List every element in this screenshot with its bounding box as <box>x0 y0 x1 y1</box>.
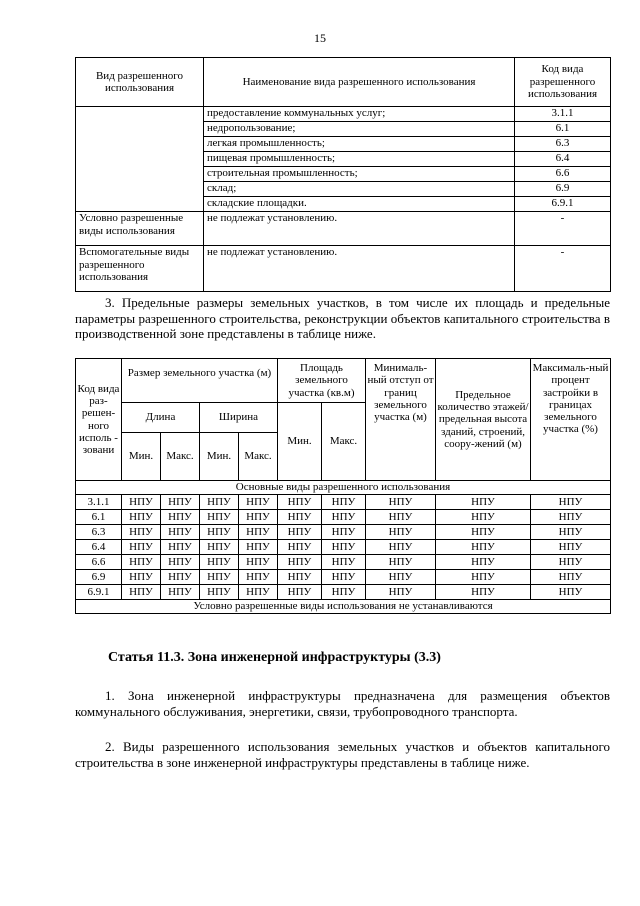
value-cell: НПУ <box>322 570 366 585</box>
header-use-code: Код вида разрешенного использования <box>515 58 611 107</box>
paragraph-limits: 3. Предельные размеры земельных участков, в том числе их площадь и предельные параметры разрешенного строительства, реконструкции объектов капитального строительства в производственной зоне представлены в таблице ниже. <box>75 295 610 341</box>
value-cell: НПУ <box>366 585 436 600</box>
value-cell: НПУ <box>278 555 322 570</box>
value-cell: НПУ <box>200 510 239 525</box>
value-cell: НПУ <box>531 555 611 570</box>
value-cell: НПУ <box>200 525 239 540</box>
value-cell: НПУ <box>200 540 239 555</box>
use-name-cell: склад; <box>204 182 515 197</box>
header-area-max: Макс. <box>322 403 366 481</box>
value-cell: НПУ <box>278 525 322 540</box>
value-cell: НПУ <box>122 555 161 570</box>
use-name-cell: пищевая промышленность; <box>204 152 515 167</box>
value-cell: НПУ <box>436 540 531 555</box>
use-code-cell: 6.9.1 <box>515 197 611 212</box>
table-row <box>76 246 611 292</box>
value-cell: НПУ <box>239 495 278 510</box>
permitted-use-table <box>75 57 611 292</box>
value-cell: НПУ <box>436 495 531 510</box>
value-cell: НПУ <box>161 585 200 600</box>
section-row <box>76 481 611 495</box>
value-cell: НПУ <box>161 510 200 525</box>
value-cell: НПУ <box>239 525 278 540</box>
header-code: Код вида раз-решен-ного исполь - зовани <box>76 359 122 481</box>
value-cell: НПУ <box>436 585 531 600</box>
header-use-name: Наименование вида разрешенного использования <box>204 58 515 107</box>
value-cell: НПУ <box>278 540 322 555</box>
conditional-section-label: Условно разрешенные виды использования не устанавливаются <box>76 600 611 614</box>
value-cell: НПУ <box>161 570 200 585</box>
header-length-min: Мин. <box>122 433 161 481</box>
table-row <box>76 525 611 540</box>
value-cell: НПУ <box>366 510 436 525</box>
value-cell: НПУ <box>278 585 322 600</box>
value-cell: НПУ <box>436 570 531 585</box>
value-cell: НПУ <box>239 555 278 570</box>
header-offset: Минималь-ный отступ от границ земельного участка (м) <box>366 359 436 481</box>
value-cell: НПУ <box>122 495 161 510</box>
paragraph-zone-uses: 2. Виды разрешенного использования земельных участков и объектов капитального строительства в зоне инженерной инфраструктуры представлены в таблице ниже. <box>75 739 610 770</box>
code-cell: 6.6 <box>76 555 122 570</box>
header-area-min: Мин. <box>278 403 322 481</box>
header-width: Ширина <box>200 403 278 433</box>
code-cell: 6.3 <box>76 525 122 540</box>
value-cell: НПУ <box>278 570 322 585</box>
value-cell: НПУ <box>161 540 200 555</box>
table-header-row <box>76 58 611 107</box>
use-name-cell: предоставление коммунальных услуг; <box>204 107 515 122</box>
value-cell: НПУ <box>531 585 611 600</box>
header-area: Площадь земельного участка (кв.м) <box>278 359 366 403</box>
value-cell: НПУ <box>436 510 531 525</box>
header-size: Размер земельного участка (м) <box>122 359 278 403</box>
parameters-table <box>75 358 611 614</box>
table-row <box>76 540 611 555</box>
table-header-row <box>76 359 611 403</box>
value-cell: НПУ <box>531 540 611 555</box>
use-name-cell: не подлежат установлению. <box>204 246 515 292</box>
value-cell: НПУ <box>122 510 161 525</box>
use-name-cell: недропользование; <box>204 122 515 137</box>
value-cell: НПУ <box>161 495 200 510</box>
code-cell: 6.9.1 <box>76 585 122 600</box>
table-row <box>76 555 611 570</box>
paragraph-zone-purpose: 1. Зона инженерной инфраструктуры предназначена для размещения объектов коммунального обслуживания, энергетики, связи, трубопроводного транспорта. <box>75 688 610 719</box>
value-cell: НПУ <box>161 555 200 570</box>
value-cell: НПУ <box>200 570 239 585</box>
table-row <box>76 107 611 122</box>
table-row <box>76 510 611 525</box>
main-use-type-cell <box>76 107 204 212</box>
main-section-label: Основные виды разрешенного использования <box>76 481 611 495</box>
conditional-use-type: Условно разрешенные виды использования <box>76 212 204 246</box>
use-code-cell: 6.3 <box>515 137 611 152</box>
section-row <box>76 600 611 614</box>
value-cell: НПУ <box>366 540 436 555</box>
value-cell: НПУ <box>278 495 322 510</box>
header-width-max: Макс. <box>239 433 278 481</box>
value-cell: НПУ <box>531 495 611 510</box>
use-code-cell: 6.4 <box>515 152 611 167</box>
value-cell: НПУ <box>122 585 161 600</box>
parameters-body <box>76 495 611 600</box>
header-width-min: Мин. <box>200 433 239 481</box>
code-cell: 6.9 <box>76 570 122 585</box>
value-cell: НПУ <box>436 525 531 540</box>
value-cell: НПУ <box>436 555 531 570</box>
value-cell: НПУ <box>366 570 436 585</box>
header-use-type: Вид разрешенного использования <box>76 58 204 107</box>
auxiliary-use-type: Вспомогательные виды разрешенного использования <box>76 246 204 292</box>
value-cell: НПУ <box>366 495 436 510</box>
use-name-cell: легкая промышленность; <box>204 137 515 152</box>
use-code-cell: - <box>515 246 611 292</box>
header-length: Длина <box>122 403 200 433</box>
header-percent: Максималь-ный процент застройки в границах земельного участка (%) <box>531 359 611 481</box>
header-floors: Предельное количество этажей/ предельная высота зданий, строений, соору-жений (м) <box>436 359 531 481</box>
value-cell: НПУ <box>278 510 322 525</box>
value-cell: НПУ <box>239 540 278 555</box>
table-row <box>76 570 611 585</box>
value-cell: НПУ <box>366 555 436 570</box>
value-cell: НПУ <box>122 525 161 540</box>
page-number: 15 <box>314 31 326 45</box>
value-cell: НПУ <box>322 540 366 555</box>
table-row <box>76 585 611 600</box>
value-cell: НПУ <box>239 510 278 525</box>
value-cell: НПУ <box>161 525 200 540</box>
value-cell: НПУ <box>531 525 611 540</box>
value-cell: НПУ <box>322 525 366 540</box>
use-name-cell: складские площадки. <box>204 197 515 212</box>
value-cell: НПУ <box>531 570 611 585</box>
use-name-cell: не подлежат установлению. <box>204 212 515 246</box>
use-code-cell: 3.1.1 <box>515 107 611 122</box>
use-code-cell: 6.1 <box>515 122 611 137</box>
code-cell: 6.4 <box>76 540 122 555</box>
use-code-cell: 6.6 <box>515 167 611 182</box>
value-cell: НПУ <box>322 495 366 510</box>
value-cell: НПУ <box>531 510 611 525</box>
value-cell: НПУ <box>122 540 161 555</box>
header-length-max: Макс. <box>161 433 200 481</box>
value-cell: НПУ <box>122 570 161 585</box>
code-cell: 6.1 <box>76 510 122 525</box>
value-cell: НПУ <box>239 585 278 600</box>
use-code-cell: 6.9 <box>515 182 611 197</box>
value-cell: НПУ <box>200 555 239 570</box>
value-cell: НПУ <box>200 495 239 510</box>
article-heading: Статья 11.3. Зона инженерной инфраструктуры (3.3) <box>108 650 441 665</box>
code-cell: 3.1.1 <box>76 495 122 510</box>
value-cell: НПУ <box>366 525 436 540</box>
use-name-cell: строительная промышленность; <box>204 167 515 182</box>
value-cell: НПУ <box>322 510 366 525</box>
value-cell: НПУ <box>239 570 278 585</box>
use-code-cell: - <box>515 212 611 246</box>
value-cell: НПУ <box>200 585 239 600</box>
value-cell: НПУ <box>322 555 366 570</box>
table-row <box>76 495 611 510</box>
table-row <box>76 212 611 246</box>
value-cell: НПУ <box>322 585 366 600</box>
